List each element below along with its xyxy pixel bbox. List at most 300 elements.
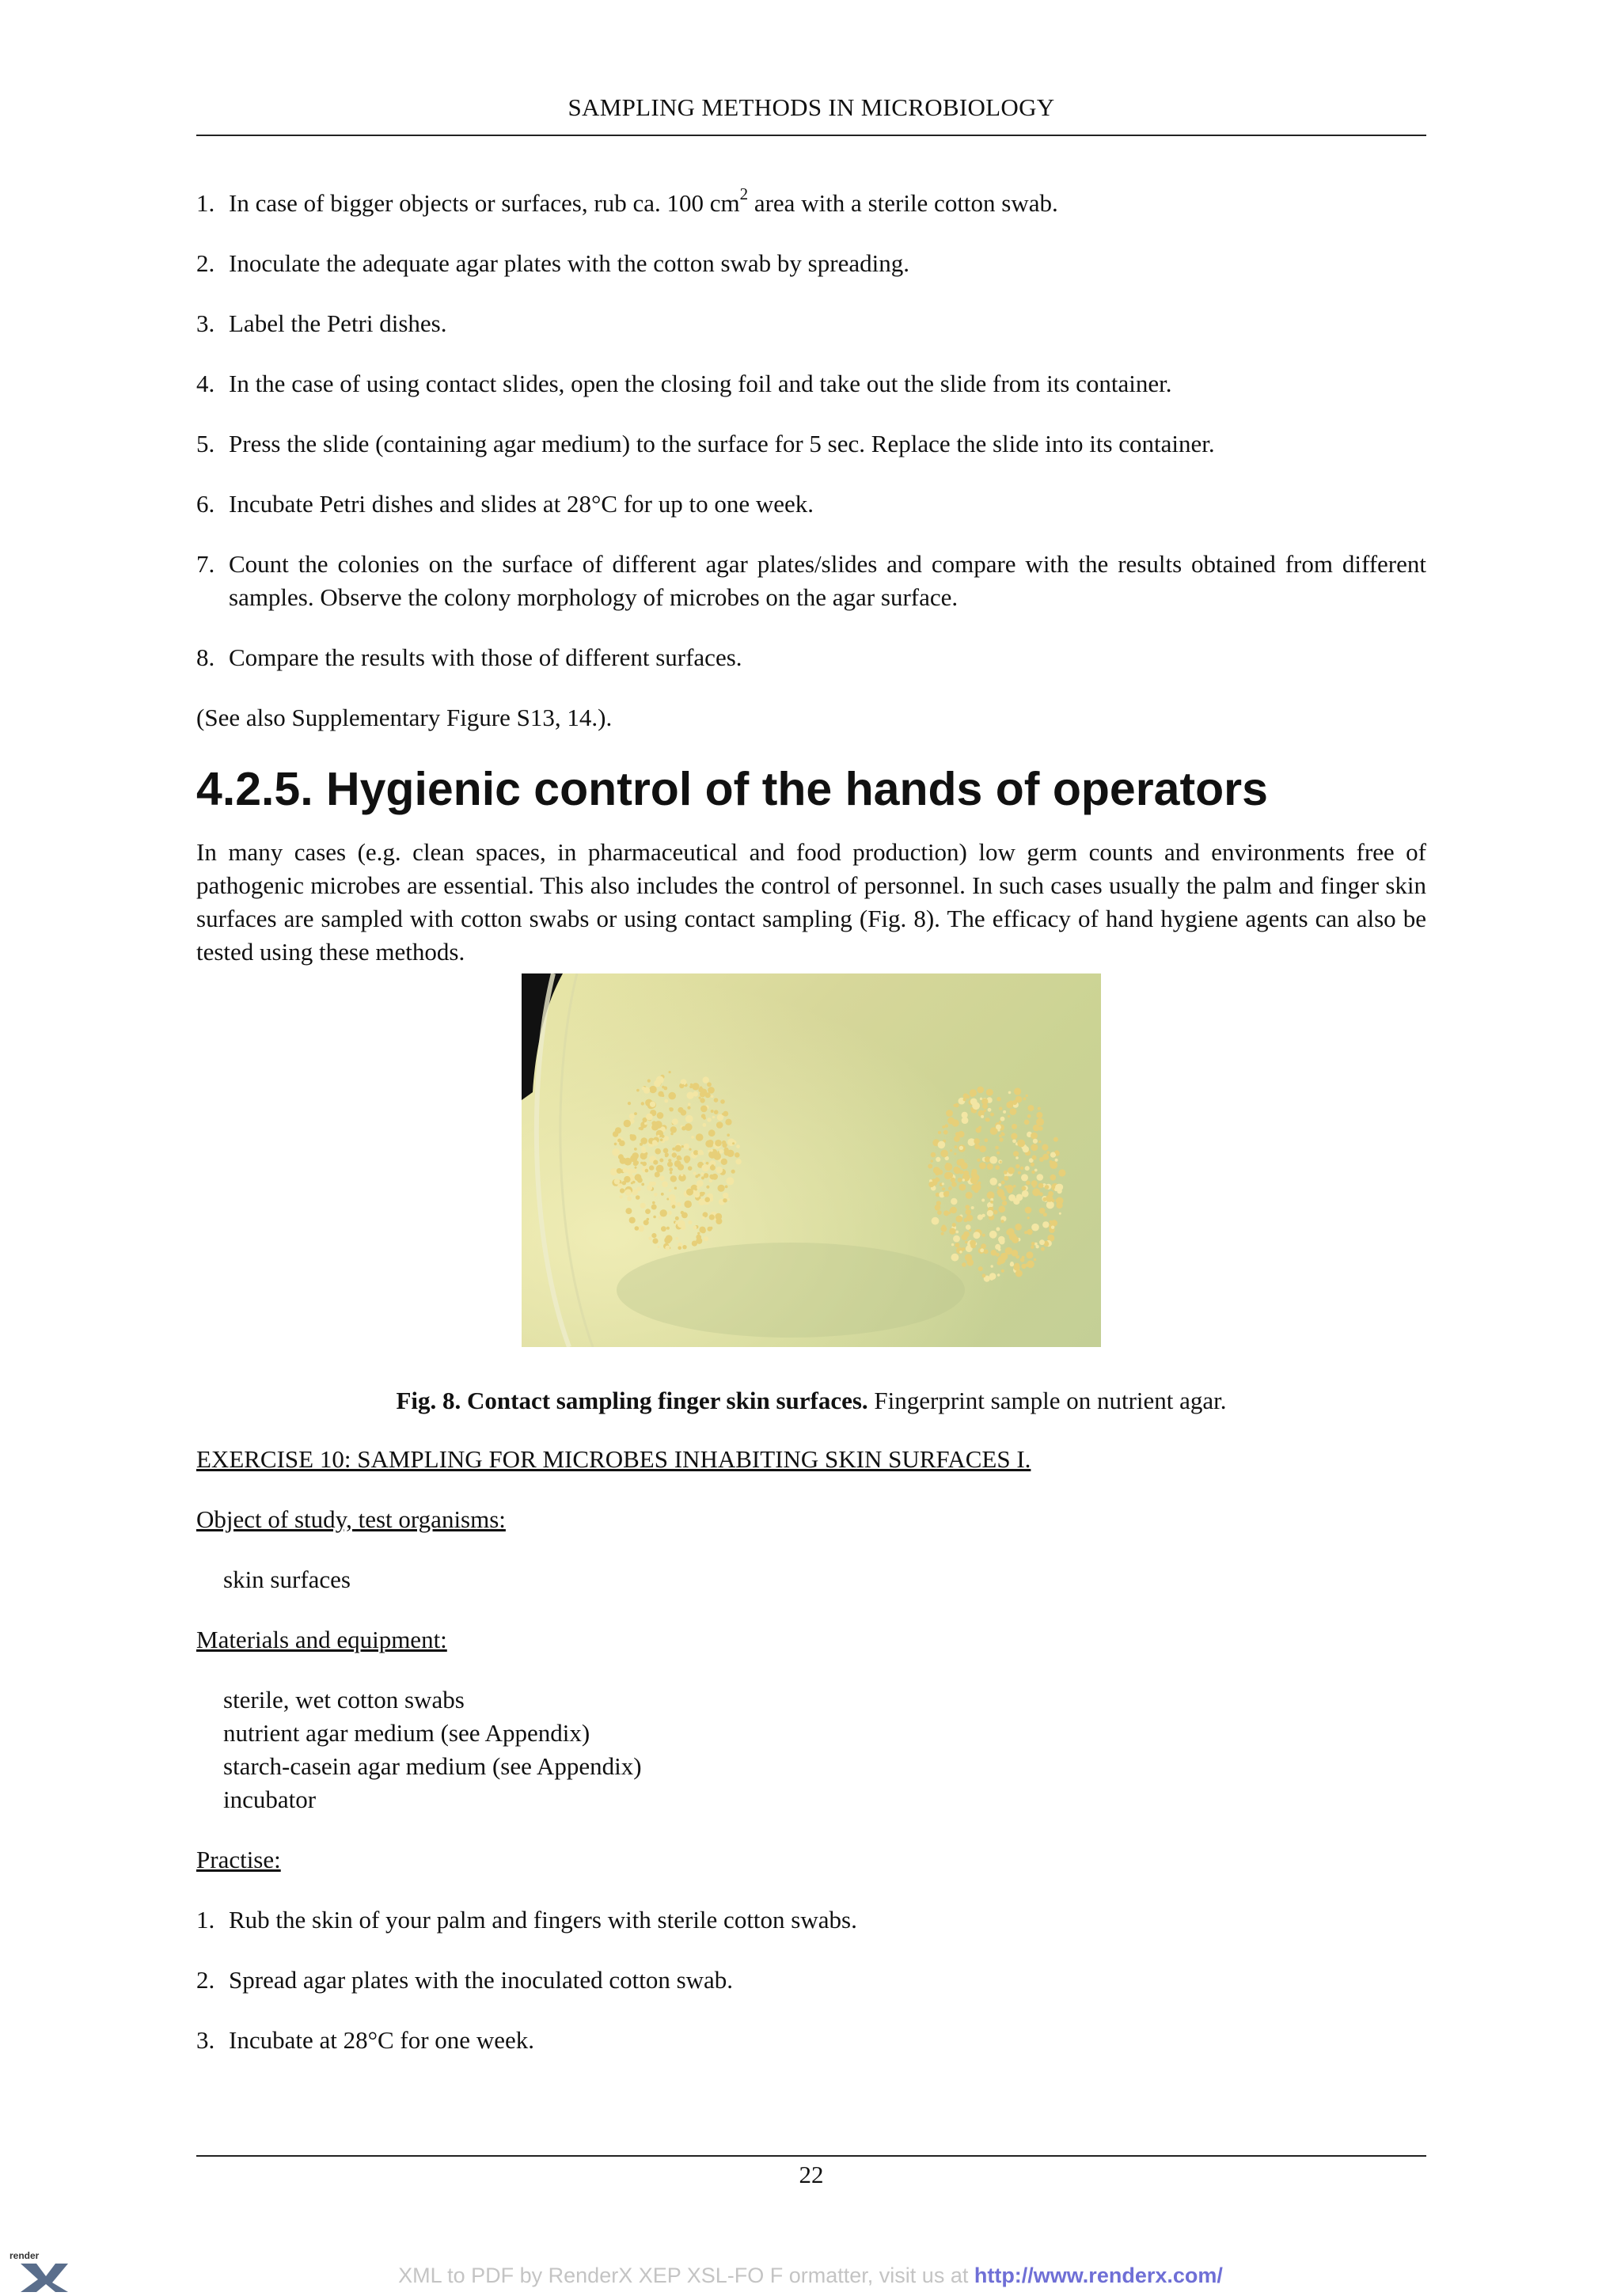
colony-dot [948,1186,952,1190]
colony-dot [649,1165,654,1170]
colony-dot [1011,1133,1017,1140]
list-item [196,641,1426,674]
colony-dot [636,1089,640,1092]
colony-dot [971,1206,974,1209]
colony-dot [712,1116,716,1119]
colony-dot [941,1232,944,1235]
colony-dot [1038,1107,1041,1110]
colony-dot [703,1123,707,1127]
colony-dot [984,1138,988,1142]
colony-dot [693,1171,696,1175]
agar-plate-photo [522,973,1101,1347]
colony-dot [997,1186,999,1189]
colony-dot [649,1086,656,1093]
colony-dot [1050,1161,1057,1169]
colony-dot [1048,1191,1053,1197]
agar-plate-illustration [522,973,1101,1347]
colony-dot [1023,1097,1026,1100]
colony-dot [678,1164,684,1171]
colony-dot [668,1159,671,1162]
colony-dot [981,1099,988,1105]
colony-dot [1031,1133,1038,1140]
colony-dot [966,1224,971,1230]
colony-dot [1036,1112,1042,1118]
list-number: 6. [196,490,215,518]
colony-dot [662,1182,668,1188]
colony-dot [727,1133,730,1137]
colony-dot [931,1159,933,1162]
colony-dot [985,1156,991,1163]
colony-dot [716,1167,723,1174]
colony-dot [687,1106,690,1110]
colony-dot [670,1175,677,1182]
colony-dot [979,1163,986,1170]
colony-dot [634,1112,637,1115]
colony-dot [643,1220,649,1225]
colony-dot [678,1107,683,1113]
colony-dot [979,1145,986,1152]
colony-dot [658,1246,660,1248]
colony-dot [996,1125,1001,1130]
colony-dot [998,1236,1005,1243]
colony-dot [996,1228,1000,1231]
list-number: 3. [196,309,215,337]
colony-dot [677,1202,681,1207]
colony-dot [1055,1159,1058,1162]
colony-dot [1020,1258,1025,1262]
colony-dot [675,1216,679,1220]
colony-dot [736,1144,740,1148]
colony-dot [669,1189,672,1192]
colony-dot [1031,1224,1039,1231]
colony-dot [669,1167,673,1171]
colony-dot [951,1198,957,1205]
colony-dot [657,1135,659,1137]
colony-dot [1003,1110,1006,1114]
colony-dot [659,1216,662,1220]
colony-dot [672,1152,677,1157]
colony-dot [966,1215,974,1222]
colony-dot [1004,1176,1008,1181]
colony-dot [726,1177,734,1185]
colony-dot [932,1217,940,1225]
colony-dot [668,1092,676,1100]
colony-dot [708,1140,714,1146]
colony-dot [709,1175,713,1178]
exercise-title: EXERCISE 10: SAMPLING FOR MICROBES INHABITING SKIN SURFACES I. [196,1445,1031,1473]
colony-dot [1059,1213,1061,1215]
colony-dot [963,1171,969,1176]
colony-dot [697,1232,700,1235]
material-item: starch-casein agar medium (see Appendix) [223,1752,642,1780]
colony-dot [664,1237,671,1244]
colony-dot [646,1114,653,1121]
colony-dot [659,1168,662,1171]
colony-dot [938,1131,941,1134]
colony-dot [980,1098,982,1100]
colony-dot [723,1198,727,1202]
colony-dot [721,1159,727,1165]
colony-dot [634,1191,638,1195]
colony-dot [1008,1188,1013,1194]
colony-dot [970,1089,977,1096]
colony-dot [987,1210,993,1216]
colony-dot [696,1238,702,1244]
colony-dot [966,1209,971,1215]
colony-dot [999,1138,1003,1142]
colony-dot [620,1188,624,1193]
colony-dot [1045,1185,1050,1190]
colony-dot [959,1170,963,1174]
colony-dot [942,1125,945,1129]
colony-dot [660,1209,667,1216]
colony-dot [985,1118,989,1121]
colony-dot [978,1214,983,1220]
colony-dot [653,1160,658,1165]
colony-dot [630,1134,636,1140]
colony-dot [989,1231,997,1239]
colony-dot [615,1127,621,1133]
colony-dot [1055,1150,1059,1154]
colony-dot [664,1099,668,1103]
colony-dot [1010,1108,1017,1115]
colony-dot [655,1174,659,1178]
colony-dot [665,1246,670,1250]
colony-dot [953,1235,960,1243]
colony-dot [627,1197,632,1201]
list-item [196,307,1426,340]
colony-dot [953,1167,959,1172]
colony-dot [686,1189,693,1196]
colony-dot [654,1141,659,1146]
colony-dot [981,1199,985,1202]
colony-dot [711,1164,714,1167]
colony-dot [1014,1087,1021,1095]
caption-text: Fingerprint sample on nutrient agar. [867,1387,1227,1414]
colony-dot [1024,1231,1027,1234]
colony-dot [937,1210,942,1215]
colony-dot [641,1102,644,1105]
colony-dot [954,1104,957,1107]
colony-dot [1015,1224,1022,1231]
colony-dot [1015,1270,1023,1277]
list-item [196,548,1426,614]
colony-dot [999,1134,1002,1137]
colony-dot [651,1205,657,1210]
colony-dot [645,1209,651,1214]
colony-dot [990,1113,994,1117]
list-text: Inoculate the adequate agar plates with the cotton swab by spreading. [229,249,909,277]
colony-dot [644,1122,647,1125]
colony-dot [959,1146,963,1150]
colony-dot [989,1156,997,1164]
colony-dot [681,1211,684,1214]
colony-dot [1022,1186,1027,1191]
footer-link[interactable]: http://www.renderx.com/ [974,2264,1223,2287]
colony-dot [943,1191,949,1197]
colony-dot [1032,1188,1040,1196]
list-text: Spread agar plates with the inoculated cotton swab. [229,1966,734,1994]
colony-dot [641,1148,646,1153]
colony-dot [949,1228,955,1235]
colony-dot [623,1167,628,1173]
object-label: Object of study, test organisms: [196,1505,506,1533]
list-item [196,1903,1426,1937]
colony-dot [1001,1132,1004,1135]
list-item [196,488,1426,521]
colony-dot [1031,1144,1038,1151]
colony-dot [645,1169,649,1173]
list-text: Incubate Petri dishes and slides at 28°C for up to one week. [229,490,814,518]
colony-dot [635,1167,637,1169]
colony-dot [711,1110,714,1113]
colony-dot [1001,1220,1004,1223]
colony-dot [699,1227,705,1233]
colony-dot [640,1203,646,1209]
colony-dot [1001,1181,1005,1185]
colony-dot [670,1107,674,1111]
colony-dot [991,1207,993,1209]
colony-dot [1000,1117,1005,1121]
colony-dot [993,1210,998,1215]
colony-dot [620,1195,623,1198]
colony-dot [669,1194,676,1201]
colony-dot [965,1205,970,1209]
colony-dot [1026,1095,1028,1097]
colony-dot [699,1097,701,1099]
colony-dot [709,1214,715,1220]
colony-dot [954,1152,956,1155]
list-number: 1. [196,189,215,217]
list-text: Count the colonies on the surface of different agar plates/slides and compare with the results obtained from different samples. Observe the colony morphology of microbes on the agar surface. [229,550,1426,611]
list-number: 1. [196,1906,215,1934]
colony-dot [655,1148,661,1155]
colony-dot [703,1117,706,1120]
colony-dot [935,1205,941,1211]
colony-dot [995,1244,1000,1250]
caption-label: Fig. 8. Contact sampling finger skin surfaces. [396,1387,868,1414]
colony-dot [614,1143,617,1146]
colony-dot [718,1185,725,1192]
colony-dot [1025,1207,1032,1214]
colony-dot [732,1142,735,1144]
colony-dot [701,1176,704,1179]
colony-dot [1046,1151,1050,1154]
colony-dot [725,1186,728,1189]
colony-dot [667,1162,673,1167]
colony-dot [672,1205,676,1209]
colony-dot [928,1164,932,1169]
colony-dot [991,1265,993,1267]
colony-dot [936,1157,940,1162]
colony-dot [678,1220,685,1228]
colony-dot [962,1262,966,1267]
colony-dot [647,1080,651,1083]
colony-dot [700,1087,702,1089]
colony-dot [1013,1151,1019,1156]
colony-dot [974,1138,980,1144]
colony-dot [986,1089,993,1096]
colony-dot [965,1241,968,1244]
colony-dot [681,1145,684,1148]
list-item [196,427,1426,461]
list-text: In case of bigger objects or surfaces, rub ca. 100 cm [229,189,740,217]
materials-label: Materials and equipment: [196,1626,447,1653]
figure [196,973,1426,1356]
colony-dot [688,1102,691,1106]
colony-dot [951,1182,957,1187]
colony-dot [950,1207,957,1214]
colony-dot [1041,1247,1045,1251]
colony-dot [1004,1186,1008,1189]
colony-dot [991,1250,997,1256]
colony-dot [963,1231,970,1238]
colony-dot [973,1171,976,1175]
colony-dot [675,1237,678,1240]
colony-dot [1008,1167,1015,1175]
colony-dot [1031,1246,1034,1249]
colony-dot [952,1119,959,1126]
colony-dot [670,1126,677,1133]
colony-dot [720,1099,725,1104]
material-item: sterile, wet cotton swabs [223,1686,465,1713]
colony-dot [636,1195,640,1200]
colony-dot [708,1151,716,1159]
colony-dot [643,1087,650,1093]
colony-dot [959,1184,966,1191]
colony-dot [997,1152,1000,1155]
colony-dot [1033,1139,1038,1144]
colony-dot [735,1152,740,1158]
colony-dot [1008,1115,1011,1118]
colony-dot [1000,1161,1002,1163]
colony-dot [1051,1226,1054,1229]
colony-dot [995,1165,1000,1170]
colony-dot [654,1193,658,1197]
colony-dot [943,1210,949,1216]
colony-dot [1020,1167,1023,1170]
colony-dot [1038,1140,1042,1144]
colony-dot [666,1227,670,1230]
colony-dot [1036,1118,1044,1126]
colony-dot [651,1182,656,1186]
colony-dot [647,1185,652,1190]
running-header: SAMPLING METHODS IN MICROBIOLOGY [568,93,1055,121]
colony-dot [981,1115,984,1118]
colony-dot [1051,1199,1054,1202]
list-text: In the case of using contact slides, open the closing foil and take out the slide from its container. [229,370,1172,397]
list-item [196,367,1426,400]
colony-dot [652,1238,658,1243]
colony-dot [946,1110,953,1117]
colony-dot [1051,1220,1057,1226]
colony-dot [659,1175,665,1181]
colony-dot [1053,1137,1058,1142]
colony-dot [1038,1183,1044,1189]
colony-dot [691,1136,694,1139]
colony-dot [735,1159,741,1164]
colony-dot [938,1141,946,1149]
colony-dot [660,1138,663,1141]
colony-dot [989,1273,997,1280]
colony-dot [641,1183,644,1186]
colony-dot [670,1133,673,1135]
colony-dot [690,1083,693,1086]
colony-dot [697,1186,700,1190]
colony-dot [1056,1199,1059,1202]
colony-dot [654,1080,661,1087]
colony-dot [670,1171,672,1174]
colony-dot [668,1211,672,1215]
colony-dot [1006,1229,1012,1235]
colony-dot [1039,1239,1045,1245]
colony-dot [731,1170,735,1174]
colony-dot [619,1140,625,1147]
colony-dot [973,1182,976,1185]
colony-dot [1021,1264,1026,1269]
colony-dot [997,1189,1004,1196]
colony-dot [684,1201,692,1209]
colony-dot [1022,1190,1029,1197]
colony-dot [959,1250,962,1253]
colony-dot [998,1183,1001,1186]
colony-dot [681,1174,684,1177]
colony-dot [714,1098,719,1102]
footer-text: XML to PDF by RenderX XEP XSL-FO F ormatter, visit us at [398,2264,974,2287]
colony-dot [702,1216,705,1220]
list-number: 5. [196,430,215,457]
page-number: 22 [799,2161,824,2188]
colony-dot [1027,1114,1031,1118]
colony-dot [669,1071,671,1073]
colony-dot [710,1227,713,1230]
colony-dot [678,1247,681,1250]
colony-dot [681,1080,685,1084]
colony-dot [662,1086,664,1088]
colony-dot [617,1168,622,1174]
colony-dot [651,1233,656,1238]
colony-dot [981,1243,986,1249]
colony-dot [980,1248,984,1252]
colony-dot [928,1182,934,1187]
colony-dot [704,1197,710,1202]
colony-dot [1031,1171,1034,1174]
colony-dot [943,1130,948,1135]
page-content [196,184,1426,2084]
colony-dot [950,1149,952,1152]
colony-dot [990,1201,993,1204]
colony-dot [657,1112,664,1119]
colony-dot [973,1175,979,1181]
colony-dot [685,1115,693,1123]
list-item [196,184,1426,220]
colony-dot [628,1168,634,1175]
colony-dot [700,1091,705,1097]
colony-dot [725,1119,731,1125]
colony-dot [1026,1251,1033,1258]
colony-dot [698,1198,705,1205]
colony-dot [704,1236,708,1241]
colony-dot [624,1176,630,1182]
colony-dot [945,1124,948,1127]
colony-dot [697,1174,700,1177]
colony-dot [1017,1140,1025,1148]
object-value: skin surfaces [223,1565,351,1593]
colony-dot [999,1107,1002,1110]
colony-dot [1031,1163,1034,1167]
colony-dot [656,1165,664,1173]
colony-dot [999,1121,1001,1123]
